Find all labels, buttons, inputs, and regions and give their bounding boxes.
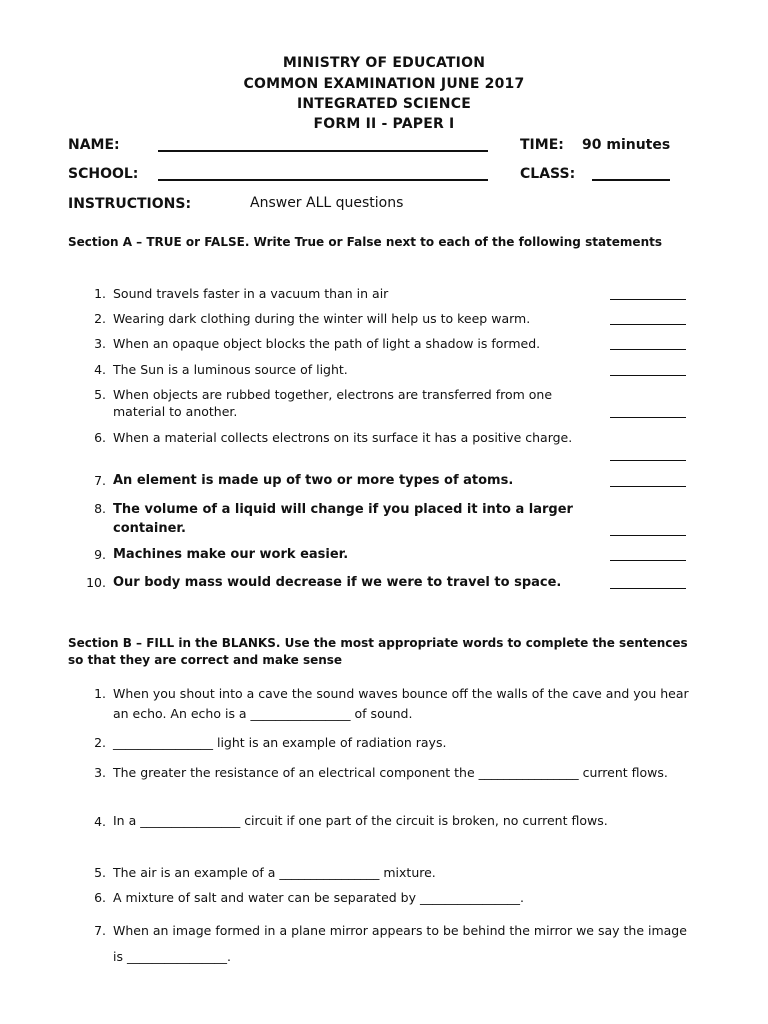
- time-label: TIME:: [520, 137, 564, 153]
- question-number: 8.: [94, 501, 106, 516]
- question-number: 3.: [94, 336, 106, 351]
- form-title: FORM II - PAPER I: [313, 116, 455, 132]
- question-number: 4.: [94, 362, 106, 377]
- question-number: 5.: [94, 865, 106, 880]
- school-label: SCHOOL:: [68, 166, 139, 182]
- question-text: Our body mass would decrease if we were to travel to space.: [113, 575, 562, 590]
- question-number: 3.: [94, 765, 106, 780]
- answer-blank[interactable]: [610, 588, 686, 589]
- answer-blank[interactable]: [610, 460, 686, 461]
- class-field[interactable]: [592, 179, 670, 181]
- question-number: 5.: [94, 387, 106, 402]
- time-value: 90 minutes: [582, 137, 671, 153]
- question-number: 7.: [94, 923, 106, 938]
- instructions-label: INSTRUCTIONS:: [68, 196, 192, 212]
- subject-title: INTEGRATED SCIENCE: [297, 96, 471, 112]
- section-a-heading: Section A – TRUE or FALSE. Write True or False next to each of the following statements: [68, 235, 662, 249]
- section-b-heading: Section B – FILL in the BLANKS. Use the most appropriate words to complete the sentences so that they are correct and make sense: [68, 636, 688, 667]
- answer-blank[interactable]: [610, 417, 686, 418]
- answer-blank[interactable]: [610, 375, 686, 376]
- question-text: A mixture of salt and water can be separated by ________________.: [113, 890, 524, 905]
- answer-blank[interactable]: [610, 349, 686, 350]
- question-number: 6.: [94, 890, 106, 905]
- instructions-text: Answer ALL questions: [250, 195, 404, 211]
- answer-blank[interactable]: [610, 560, 686, 561]
- question-number: 2.: [94, 311, 106, 326]
- question-text: When an image formed in a plane mirror appears to be behind the mirror we say the image is ________________.: [113, 923, 687, 964]
- question-text: The air is an example of a ________________ mixture.: [113, 865, 436, 880]
- school-field[interactable]: [158, 179, 488, 181]
- class-label: CLASS:: [520, 166, 576, 182]
- answer-blank[interactable]: [610, 535, 686, 536]
- question-text: When you shout into a cave the sound waves bounce off the walls of the cave and you hear an echo. An echo is a ________________ of sound.: [113, 686, 689, 721]
- question-text: Sound travels faster in a vacuum than in air: [113, 286, 389, 301]
- answer-blank[interactable]: [610, 486, 686, 487]
- question-text: The volume of a liquid will change if you placed it into a larger container.: [113, 502, 573, 536]
- question-text: When objects are rubbed together, electrons are transferred from one material to another.: [113, 387, 553, 419]
- question-text: Wearing dark clothing during the winter will help us to keep warm.: [113, 311, 531, 326]
- answer-blank[interactable]: [610, 324, 686, 325]
- question-text: An element is made up of two or more types of atoms.: [113, 473, 514, 488]
- question-text: When a material collects electrons on its surface it has a positive charge.: [113, 430, 573, 445]
- question-number: 2.: [94, 735, 106, 750]
- question-number: 4.: [94, 814, 106, 829]
- question-number: 1.: [94, 286, 106, 301]
- question-text: Machines make our work easier.: [113, 547, 349, 562]
- question-text: The Sun is a luminous source of light.: [113, 362, 348, 377]
- question-text: ________________ light is an example of radiation rays.: [113, 735, 447, 750]
- question-text: In a ________________ circuit if one part of the circuit is broken, no current flows.: [113, 813, 608, 828]
- question-number: 10.: [86, 575, 106, 590]
- answer-blank[interactable]: [610, 299, 686, 300]
- question-number: 9.: [94, 547, 106, 562]
- question-number: 6.: [94, 430, 106, 445]
- exam-title: COMMON EXAMINATION JUNE 2017: [243, 76, 525, 92]
- question-text: The greater the resistance of an electrical component the ________________ current flows.: [113, 765, 668, 780]
- question-number: 1.: [94, 686, 106, 701]
- name-label: NAME:: [68, 137, 120, 153]
- ministry-title: MINISTRY OF EDUCATION: [282, 55, 486, 71]
- name-field[interactable]: [158, 150, 488, 152]
- question-number: 7.: [94, 473, 106, 488]
- question-text: When an opaque object blocks the path of light a shadow is formed.: [113, 336, 541, 351]
